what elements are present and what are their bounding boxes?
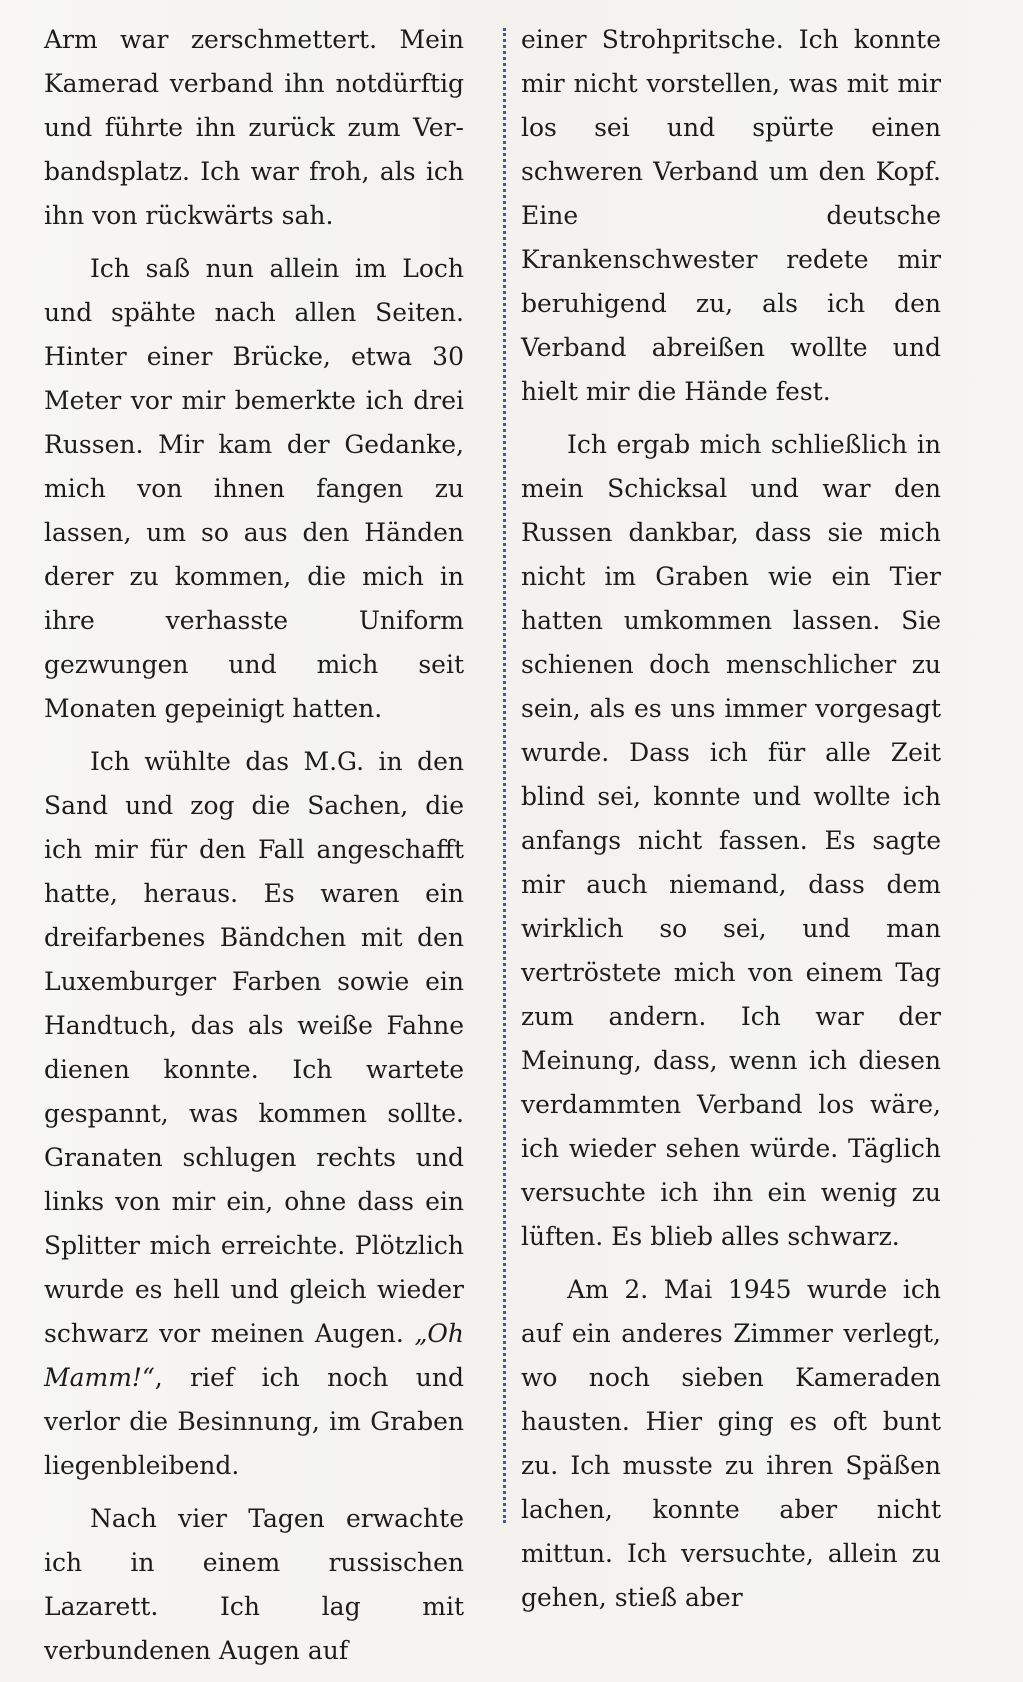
paragraph-text: Ich wühlte das M.G. in den Sand und zog die Sachen, die ich mir für den Fall angeschafft hatte, heraus. Es waren ein dreifarbenes Bändchen mit den Luxemburger Farben sowie ein Handtuch, das als weiße Fahne dienen konnte. Ich wartete gespannt, was kommen sollte. Granaten schlugen rechts und links von mir ein, ohne dass ein Splitter mich erreichte. Plötzlich wurde es hell und gleich wieder schwarz vor meinen Augen. [44,747,464,1348]
paragraph: einer Strohpritsche. Ich konnte mir nicht vorstellen, was mit mir los sei und spürte einen schweren Verband um den Kopf. Eine deutsche Krankenschwester redete mir beruhigend zu, als ich den Verband abreißen wollte und hielt mir die Hände fest. [521,25,941,406]
right-text-column [521,18,941,1629]
paragraph: Nach vier Tagen erwachte ich in einem russischen Lazarett. Ich lag mit verbundenen Augen auf [44,1504,464,1665]
paragraph [44,740,464,1488]
paragraph-text: , rief ich noch und verlor die Besinnung, im Graben liegenbleibend. [44,1363,464,1480]
column-divider [503,28,506,1523]
paragraph: Ich ergab mich schließlich in mein Schicksal und war den Russen dankbar, dass sie mich nicht im Graben wie ein Tier hatten umkommen lassen. Sie schienen doch menschlicher zu sein, als es uns immer vorgesagt wurde. Dass ich für alle Zeit blind sei, konnte und wollte ich anfangs nicht fassen. Es sagte mir auch niemand, dass dem wirklich so sei, und man vertröstete mich von einem Tag zum andern. Ich war der Meinung, dass, wenn ich diesen verdammten Verband los wäre, ich wieder sehen würde. Täglich versuchte ich ihn ein wenig zu lüften. Es blieb alles schwarz. [521,430,941,1251]
paragraph: Arm war zerschmettert. Mein Kamerad verband ihn notdürftig und führte ihn zurück zum Verbandsplatz. Ich war froh, als ich ihn von rückwärts sah. [44,25,464,230]
italic-quote: „Oh Mamm!“ [44,1319,464,1392]
paragraph: Am 2. Mai 1945 wurde ich auf ein anderes Zimmer verlegt, wo noch sieben Kameraden hausten. Hier ging es oft bunt zu. Ich musste zu ihren Späßen lachen, konnte aber nicht mittun. Ich versuchte, allein zu gehen, stieß aber [521,1275,941,1612]
paragraph: Ich saß nun allein im Loch und spähte nach allen Seiten. Hinter einer Brücke, etwa 30 Meter vor mir bemerkte ich drei Russen. Mir kam der Gedanke, mich von ihnen fangen zu lassen, um so aus den Händen derer zu kommen, die mich in ihre verhasste Uniform gezwungen und mich seit Monaten gepeinigt hatten. [44,254,464,723]
left-text-column [44,18,464,1682]
